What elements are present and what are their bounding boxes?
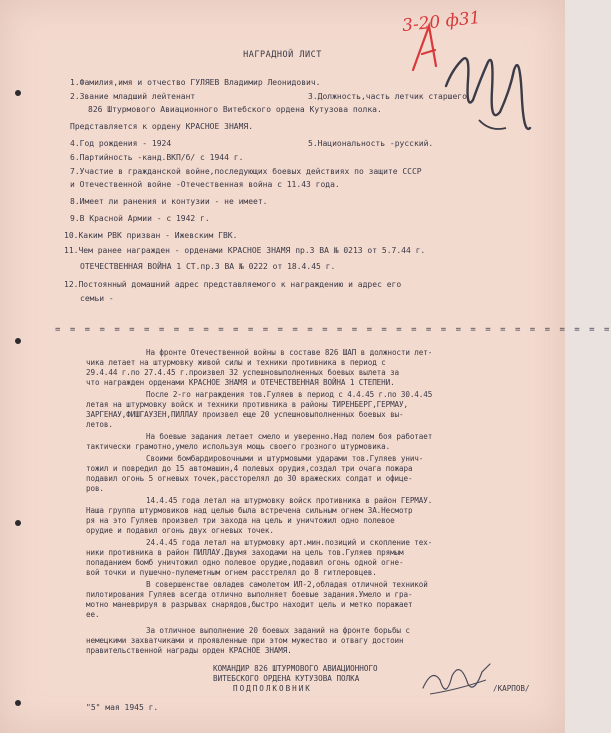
narrative-line: мотно маневрируя в разрывах снарядов,быстро находит цель и метко поражает [86, 600, 413, 609]
narrative-line: ря на это Гуляев произвел три захода на цель и уничтожил одно полевое [86, 516, 395, 525]
field-party: 6.Партийность -канд.ВКП/б/ с 1944 г. [70, 153, 244, 162]
narrative-line: Наша группа штурмовиков над целью была встречена сильным огнем ЗА.Несмотр [86, 506, 413, 515]
document-date: "5" мая 1945 г. [86, 703, 159, 712]
field-wounds: 8.Имеет ли ранения и контузии - не имеет. [70, 197, 268, 206]
section-separator: = = = = = = = = = = = = = = = = = = = = = = = = = = = = = = = = = = = = = = [55, 325, 611, 335]
signature-title-line: КОМАНДИР 826 ШТУРМОВОГО АВИАЦИОННОГО [213, 664, 378, 673]
field-previous-awards: 11.Чем ранее награжден - орденами КРАСНОЕ ЗНАМЯ пр.3 ВА № 0213 от 5.7.44 г. [64, 246, 426, 255]
field-rank: 2.Звание младший лейтенант [70, 92, 196, 101]
signature-rank: ПОДПОЛКОВНИК [233, 684, 312, 693]
field-position: 3.Должность,часть летчик старшего [308, 92, 467, 101]
narrative-line: ЗАРГЕНАУ,ФИШГАУЗЕН,ПИЛЛАУ произвел еще 20 успешновыполненных боевых вы- [86, 410, 404, 419]
narrative-line: Своими бомбардировочными и штурмовыми ударами тов.Гуляев унич- [146, 454, 424, 463]
field-birth-year: 4.Год рождения - 1924 [70, 139, 172, 148]
field-war-participation-cont: и Отечественной войне -Отечественная война с 11.43 года. [70, 180, 340, 189]
narrative-line: немецкими захватчиками и проявленные при этом мужество и отвагу достоин [86, 636, 404, 645]
field-army-since: 9.В Красной Армии - с 1942 г. [70, 214, 210, 223]
narrative-line: В совершенстве овладев самолетом ИЛ-2,обладая отличной техникой [146, 580, 428, 589]
narrative-line: попаданием бомб уничтожил одно полевое орудие,подавил огонь одной огне- [86, 558, 404, 567]
field-nominated-for: Представляется к ордену КРАСНОЕ ЗНАМЯ. [70, 122, 254, 131]
signer-name: /КАРПОВ/ [493, 684, 530, 693]
field-previous-awards-cont: ОТЕЧЕСТВЕННАЯ ВОЙНА 1 СТ.пр.3 ВА № 0222 от 18.4.45 г. [80, 262, 336, 271]
narrative-line: 24.4.45 года летал на штурмовку арт.мин.позиций и скопление тех- [146, 538, 433, 547]
narrative-line: вой точки и пушечно-пулеметным огнем расстрелял до 8 гитлеровцев. [86, 568, 377, 577]
field-home-address: 12.Постоянный домашний адрес представляемого к награждению и адрес его [64, 280, 402, 289]
narrative-line: подавил огонь 5 огневых точек,рассторелял до 30 вражеских солдат и офице- [86, 474, 413, 483]
field-draft-office: 10.Каким РВК призван - Ижевским ГВК. [64, 231, 238, 240]
narrative-line: летая на штурмовку войск и техники противника в районы ТИРЕНБЕРГ,ГЕРМАУ, [86, 400, 408, 409]
narrative-line: На боевые задания летает смело и уверенно.Над полем боя работает [146, 432, 433, 441]
narrative-line: 29.4.44 г.по 27.4.45 г.произвел 32 успешновыполненных боевых вылета за [86, 368, 400, 377]
narrative-line: 14.4.45 года летал на штурмовку войск противника в район ГЕРМАУ. [146, 496, 433, 505]
field-nationality: 5.Национальность -русский. [308, 139, 434, 148]
archive-corner-note: 3-20 ф31 [401, 7, 482, 37]
narrative-line: ров. [86, 484, 104, 493]
narrative-line: пилотирования Гуляев всегда отлично выполняет боевые задания.Умело и гра- [86, 590, 413, 599]
narrative-line: На фронте Отечественной войны в составе 826 ШАП в должности лет- [146, 348, 433, 357]
field-war-participation: 7.Участие в гражданской войне,последующих боевых действиях по защите СССР [70, 167, 422, 176]
narrative-line: орудие и подавил огонь двух огневых точек. [86, 526, 274, 535]
field-home-address-cont: семьи - [80, 294, 114, 303]
narrative-line: что награжден орденами КРАСНОЕ ЗНАМЯ и ОТЕЧЕСТВЕННАЯ ВОЙНА 1 СТЕПЕНИ. [86, 378, 395, 387]
narrative-line: чика летает на штурмовку живой силы и техники противника в период с [86, 358, 386, 367]
narrative-line: После 2-го награждения тов.Гуляев в период с 4.4.45 г.по 30.4.45 [146, 390, 433, 399]
field-name: 1.Фамилия,имя и отчество ГУЛЯЕВ Владимир Леонидович. [70, 78, 321, 87]
narrative-line: правительственной награды орден КРАСНОЕ ЗНАМЯ. [86, 646, 292, 655]
document-title: НАГРАДНОЙ ЛИСТ [243, 50, 322, 60]
narrative-line: ее. [86, 610, 100, 619]
narrative-line: тактически грамотно,умело используя мощь своего грозного штурмовика. [86, 442, 391, 451]
narrative-line: За отличное выполнение 20 боевых заданий на фронте борьбы с [146, 626, 410, 635]
signature-title-line: ВИТЕБСКОГО ОРДЕНА КУТУЗОВА ПОЛКА [213, 674, 360, 683]
field-unit: 826 Штурмового Авиационного Витебского ордена Кутузова полка. [88, 105, 382, 114]
narrative-line: летов. [86, 420, 113, 429]
narrative-line: ники противника в район ПИЛЛАУ.Двумя заходами на цель тов.Гуляев прямым [86, 548, 404, 557]
narrative-line: тожил и повредил до 15 автомашин,4 полевых орудия,создал три очага пожара [86, 464, 413, 473]
